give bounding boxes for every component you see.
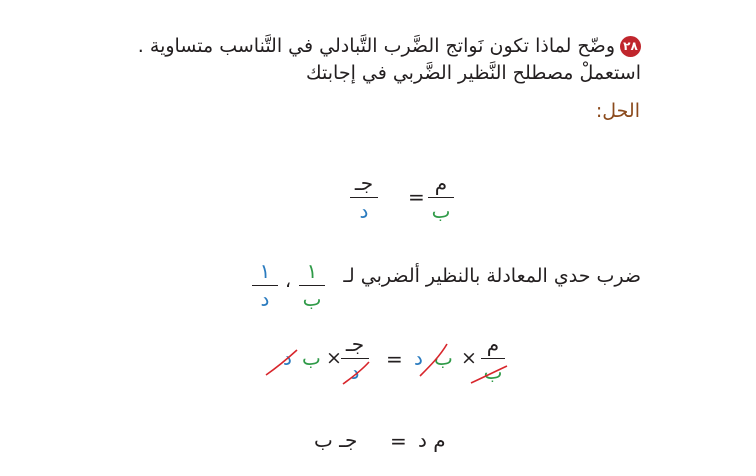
eq2-equals: = <box>386 347 403 371</box>
eq1-right-numerator: جـ <box>354 171 374 195</box>
step-text: ضرب حدي المعادلة بالنظير ألضربي لـ <box>343 265 641 287</box>
question-line-2: استعملْ مصطلح النَّظير الضَّربي في إجابتك <box>306 62 641 84</box>
eq2-right-denominator: د <box>350 360 360 384</box>
reciprocal-1b <box>299 260 325 310</box>
reciprocal-1d-numerator: ١ <box>259 259 271 283</box>
eq2-left-numerator: م <box>486 332 500 356</box>
reciprocal-1d <box>252 260 278 310</box>
eq2-times-1: × <box>461 347 477 369</box>
eq1-left-numerator: م <box>434 171 448 195</box>
eq1-right-fraction <box>350 172 378 222</box>
eq3-right: جـ ب <box>314 428 358 452</box>
comma: ، <box>285 270 292 292</box>
cancel-stroke-right-d <box>266 350 297 375</box>
fraction-bar <box>252 285 278 286</box>
question-line-1 <box>138 35 641 57</box>
reciprocal-1b-numerator: ١ <box>306 259 318 283</box>
eq1-right-denominator: د <box>359 199 369 223</box>
question-text-1: وضّح لماذا تكون نَواتج الضَّرب التَّبادلي في التَّناسب متساوية . <box>137 35 615 57</box>
eq3-equals: = <box>390 429 407 453</box>
solution-heading: الحل: <box>595 100 640 122</box>
eq1-equals: = <box>408 185 425 209</box>
fraction-bar <box>341 358 369 359</box>
eq2-left-d: د <box>414 346 423 370</box>
reciprocal-1d-denominator: د <box>260 287 270 311</box>
eq2-times-2: × <box>326 347 342 369</box>
eq2-left-denominator: ب <box>483 360 503 384</box>
fraction-bar <box>428 197 454 198</box>
eq2-left-fraction <box>481 333 505 383</box>
eq3-left: م د <box>418 428 446 452</box>
eq2-right-b: ب <box>302 346 321 370</box>
eq2-right-d: د <box>283 346 292 370</box>
eq2-right-fraction <box>341 333 369 383</box>
fraction-bar <box>350 197 378 198</box>
eq1-left-denominator: ب <box>431 199 451 223</box>
fraction-bar <box>299 285 325 286</box>
reciprocal-1b-denominator: ب <box>302 287 322 311</box>
eq2-right-numerator: جـ <box>345 332 365 356</box>
eq2-left-b: ب <box>434 346 453 370</box>
question-number-badge: ٢٨ <box>620 36 641 57</box>
fraction-bar <box>481 358 505 359</box>
eq1-left-fraction <box>428 172 454 222</box>
